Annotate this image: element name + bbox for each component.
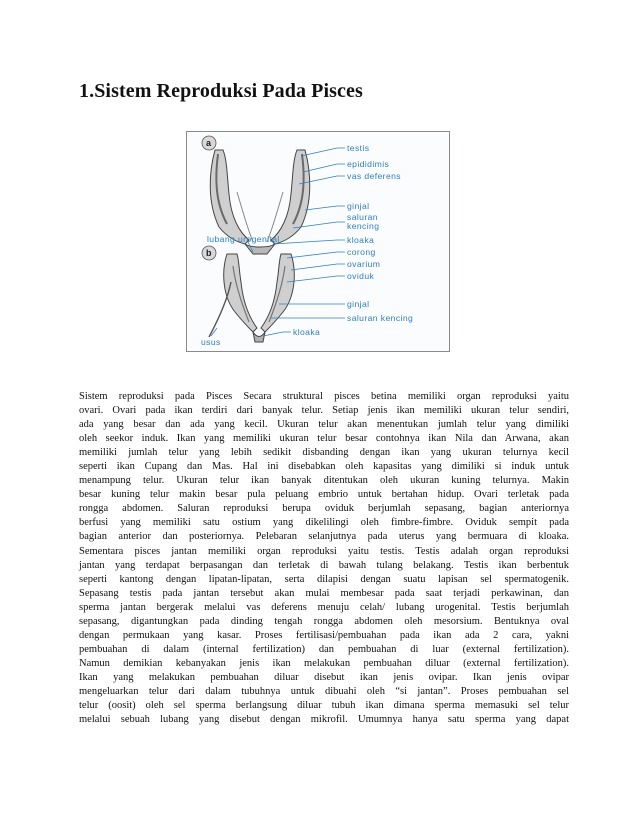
body-line: Namun demikian kebanyakan jenis ikan melakukan pembuahan diluar (external fertilization).	[79, 657, 569, 669]
body-line: bagian anterior dan posteriornya. Pelebaran selanjutnya pada uterus yang bermuara di kloaka.	[79, 531, 569, 543]
reproductive-system-figure	[186, 131, 450, 352]
body-line: sperma jantan bergerak melalui vas deferens menuju celah/ lubang urogenital. Testis berjumlah	[79, 601, 569, 613]
body-line: Sementara pisces jantan memiliki organ reproduksi yaitu testis. Testis adalah organ reproduksi	[79, 545, 569, 557]
label-ginjal-b: ginjal	[347, 299, 370, 309]
body-line: Sepasang testis pada jantan tersebut akan mulai membesar pada saat terjadi perkawinan, dan	[79, 587, 569, 599]
body-line: pembuahan di dalam (internal fertilization) dan pembuahan di luar (external fertilization).	[79, 643, 569, 655]
body-line: mengeluarkan telur dari dalam tubuhnya untuk dibuahi oleh “si jantan”. Proses pembuahan sel	[79, 685, 569, 697]
body-line: melalui sebuah lubang yang disebut dengan mikrofil. Umumnya hanya satu sperma yang dapat	[79, 714, 569, 726]
body-line: ada yang besar dan ada yang kecil. Ukuran telur akan menentukan jumlah telur yang dimiliki	[79, 419, 569, 431]
fish-reproduction-diagram	[187, 132, 449, 351]
body-line: ovari. Ovari pada ikan terdiri dari banyak telur. Setiap jenis ikan memiliki ukuran telur sendiri,	[79, 405, 569, 417]
label-oviduk: oviduk	[347, 271, 375, 281]
body-line: sepasang, digantungkan pada dinding tengah rongga abdomen oleh mesorsium. Bentuknya oval	[79, 615, 569, 627]
body-line: dengan permukaan yang kasar. Proses fertilisasi/pembuahan pada ikan ada 2 cara, yakni	[79, 629, 569, 641]
panel-a-letter: a	[206, 138, 212, 148]
label-epididimis: epididimis	[347, 159, 390, 169]
body-line: oleh seekor induk. Ikan yang memiliki ukuran telur besar contohnya ikan Nila dan Arwana, akan	[79, 433, 569, 445]
label-kloaka-b: kloaka	[293, 327, 321, 337]
label-usus: usus	[201, 337, 221, 347]
label-kloaka-a: kloaka	[347, 235, 375, 245]
body-line: berfusi yang memiliki satu ostium yang dikelilingi oleh fimbre-fimbre. Oviduk sempit pada	[79, 517, 569, 529]
body-line: rongga abdomen. Saluran reproduksi berupa oviduk berjumlah sepasang, bagian anteriornya	[79, 503, 569, 515]
body-line: seperti ikan Cupang dan Mas. Hal ini disebabkan oleh kapasitas yang dimiliki si induk untuk	[79, 461, 569, 473]
body-line: Sistem reproduksi pada Pisces Secara struktural pisces betina memiliki organ reproduksi yaitu	[79, 391, 569, 402]
body-line: besar kuning telur makin besar pula peluang embrio untuk bertahan hidup. Ovari terletak pada	[79, 489, 569, 501]
body-line: seperti kantong dengan lipatan-lipatan, serta dilapisi dengan suatu lapisan sel spermatogenik.	[79, 573, 569, 585]
body-line: telur (oosit) oleh sel sperma berlangsung diluar tubuh ikan dimana sperma memasuki sel telur	[79, 700, 569, 712]
label-ovarium: ovarium	[347, 259, 381, 269]
page-title: 1.Sistem Reproduksi Pada Pisces	[79, 80, 363, 102]
label-lubang-urogenital: lubang urogenital	[207, 234, 280, 244]
panel-b-letter: b	[206, 248, 212, 258]
body-line: jantan yang terdapat berpasangan dan terletak di bawah tulang belakang. Testis ikan berbentuk	[79, 559, 569, 571]
body-line: Ikan yang melakukan pembuahan diluar disebut ikan jenis ovipar. Ikan jenis ovipar	[79, 671, 569, 683]
body-line: memiliki jumlah telur yang lebih sedikit disbanding dengan ikan yang ukuran telurnya kecil	[79, 447, 569, 459]
body-paragraph	[79, 390, 569, 727]
female-organs-drawing	[209, 254, 294, 342]
label-saluran-kencing-b: saluran kencing	[347, 313, 414, 323]
label-corong: corong	[347, 247, 376, 257]
body-line: menampung telur. Ukuran telur ikan banyak ditentukan oleh ukuran kuning telurnya. Makin	[79, 475, 569, 487]
label-testis: testis	[347, 143, 370, 153]
label-vas-deferens: vas deferens	[347, 171, 402, 181]
label-kencing-a: kencing	[347, 221, 380, 231]
label-ginjal-a: ginjal	[347, 201, 370, 211]
label-saluran-a: saluran	[347, 212, 378, 222]
